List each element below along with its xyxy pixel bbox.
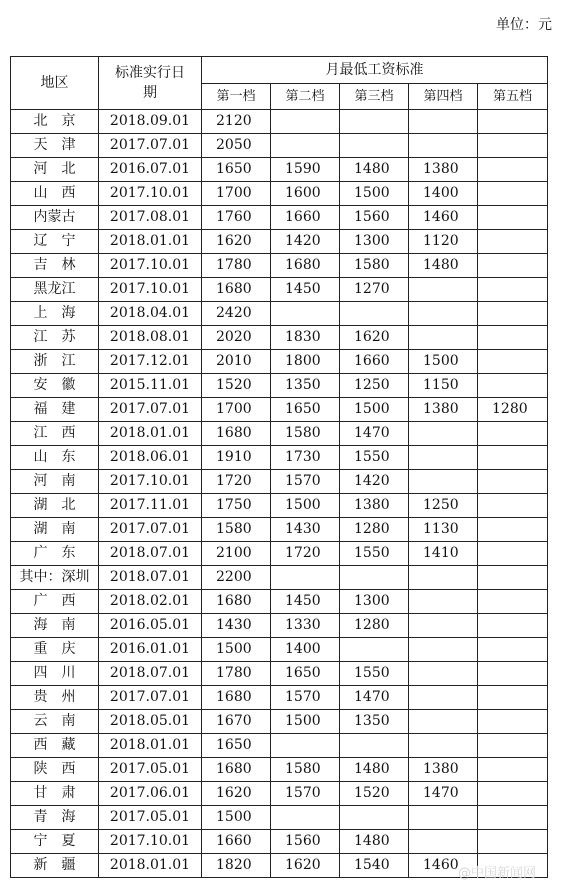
wage-cell: 1250	[409, 494, 478, 518]
wage-cell	[478, 782, 548, 806]
wage-cell	[478, 662, 548, 686]
wage-cell	[409, 830, 478, 854]
wage-cell: 1400	[271, 638, 340, 662]
date-cell: 2015.11.01	[99, 374, 202, 398]
wage-cell: 1600	[271, 182, 340, 206]
wage-cell: 1680	[202, 686, 271, 710]
table-row	[11, 710, 548, 734]
wage-cell: 1720	[271, 542, 340, 566]
wage-cell	[478, 542, 548, 566]
wage-cell: 1680	[202, 758, 271, 782]
wage-cell	[409, 110, 478, 134]
table-row	[11, 446, 548, 470]
header-tier: 第五档	[478, 84, 548, 110]
wage-cell: 1660	[271, 206, 340, 230]
wage-cell: 1680	[271, 254, 340, 278]
wage-cell	[478, 134, 548, 158]
wage-cell: 1470	[340, 422, 409, 446]
wage-cell: 1680	[202, 422, 271, 446]
wage-cell: 1280	[478, 398, 548, 422]
table-row	[11, 686, 548, 710]
table-row	[11, 638, 548, 662]
wage-cell: 1250	[340, 374, 409, 398]
wage-cell: 1410	[409, 542, 478, 566]
header-tier: 第三档	[340, 84, 409, 110]
wage-cell	[478, 566, 548, 590]
region-cell: 新 疆	[11, 854, 99, 878]
region-cell: 辽 宁	[11, 230, 99, 254]
wage-cell	[478, 830, 548, 854]
date-cell: 2016.01.01	[99, 638, 202, 662]
table-row	[11, 758, 548, 782]
wage-cell	[409, 614, 478, 638]
wage-cell	[340, 302, 409, 326]
date-cell: 2018.09.01	[99, 110, 202, 134]
wage-cell: 1650	[202, 734, 271, 758]
region-cell: 福 建	[11, 398, 99, 422]
wage-cell: 1560	[271, 830, 340, 854]
wage-cell	[409, 302, 478, 326]
wage-cell: 2100	[202, 542, 271, 566]
date-cell: 2017.06.01	[99, 782, 202, 806]
wage-cell	[478, 494, 548, 518]
wage-cell	[478, 806, 548, 830]
region-cell: 青 海	[11, 806, 99, 830]
wage-cell: 1330	[271, 614, 340, 638]
date-cell: 2018.01.01	[99, 422, 202, 446]
wage-cell: 1500	[271, 710, 340, 734]
wage-cell	[340, 134, 409, 158]
wage-cell	[478, 326, 548, 350]
table-row	[11, 326, 548, 350]
wage-cell	[478, 206, 548, 230]
wage-cell	[478, 374, 548, 398]
header-tier: 第二档	[271, 84, 340, 110]
region-cell: 吉 林	[11, 254, 99, 278]
date-cell: 2018.07.01	[99, 566, 202, 590]
date-cell: 2017.10.01	[99, 254, 202, 278]
date-cell: 2018.01.01	[99, 230, 202, 254]
table-row	[11, 494, 548, 518]
wage-cell: 1570	[271, 782, 340, 806]
wage-cell: 1350	[271, 374, 340, 398]
region-cell: 西 藏	[11, 734, 99, 758]
wage-cell	[271, 734, 340, 758]
header-date: 标准实行日期	[99, 57, 202, 110]
table-row	[11, 158, 548, 182]
wage-cell: 1420	[340, 470, 409, 494]
wage-cell	[409, 686, 478, 710]
wage-cell	[478, 350, 548, 374]
wage-cell	[409, 134, 478, 158]
wage-cell	[478, 710, 548, 734]
table-row	[11, 782, 548, 806]
wage-cell: 1430	[202, 614, 271, 638]
wage-cell: 1350	[340, 710, 409, 734]
date-cell: 2017.11.01	[99, 494, 202, 518]
wage-cell: 1500	[409, 350, 478, 374]
wage-cell: 1570	[271, 470, 340, 494]
wage-cell: 1500	[202, 806, 271, 830]
table-row	[11, 566, 548, 590]
wage-cell: 1500	[340, 398, 409, 422]
region-cell: 云 南	[11, 710, 99, 734]
wage-cell	[271, 302, 340, 326]
date-cell: 2018.08.01	[99, 326, 202, 350]
region-cell: 山 西	[11, 182, 99, 206]
wage-cell: 1800	[271, 350, 340, 374]
date-cell: 2017.12.01	[99, 350, 202, 374]
wage-cell: 1620	[202, 782, 271, 806]
wage-cell	[478, 614, 548, 638]
region-cell: 北 京	[11, 110, 99, 134]
wage-cell: 1700	[202, 182, 271, 206]
wage-cell: 1660	[202, 830, 271, 854]
region-cell: 甘 肃	[11, 782, 99, 806]
wage-cell: 1480	[340, 830, 409, 854]
table-body	[11, 110, 548, 878]
region-cell: 河 北	[11, 158, 99, 182]
wage-cell	[340, 110, 409, 134]
wage-cell: 1650	[202, 158, 271, 182]
wage-cell: 1550	[340, 542, 409, 566]
wage-cell: 1590	[271, 158, 340, 182]
wage-cell	[409, 590, 478, 614]
wage-cell: 1650	[271, 398, 340, 422]
wage-cell: 1450	[271, 278, 340, 302]
region-cell: 江 苏	[11, 326, 99, 350]
wage-cell	[409, 734, 478, 758]
date-cell: 2017.05.01	[99, 758, 202, 782]
table-row	[11, 182, 548, 206]
wage-cell: 1620	[202, 230, 271, 254]
wage-cell: 1580	[340, 254, 409, 278]
wage-cell: 1520	[340, 782, 409, 806]
wage-cell: 1460	[409, 854, 478, 878]
wage-cell: 1620	[340, 326, 409, 350]
wage-cell: 2010	[202, 350, 271, 374]
wage-cell	[340, 734, 409, 758]
wage-cell: 1300	[340, 230, 409, 254]
wage-cell: 1680	[202, 278, 271, 302]
wage-cell	[478, 230, 548, 254]
table-row	[11, 398, 548, 422]
wage-cell: 1380	[409, 158, 478, 182]
wage-cell: 1660	[340, 350, 409, 374]
wage-cell: 1520	[202, 374, 271, 398]
wage-cell	[478, 302, 548, 326]
wage-cell: 1460	[409, 206, 478, 230]
table-row	[11, 134, 548, 158]
table-row	[11, 662, 548, 686]
wage-cell: 2200	[202, 566, 271, 590]
region-cell: 黑龙江	[11, 278, 99, 302]
wage-cell	[478, 158, 548, 182]
wage-cell: 1300	[340, 590, 409, 614]
table-row	[11, 374, 548, 398]
date-cell: 2017.08.01	[99, 206, 202, 230]
date-cell: 2017.07.01	[99, 518, 202, 542]
wage-cell	[478, 422, 548, 446]
wage-cell: 1730	[271, 446, 340, 470]
wage-cell: 1150	[409, 374, 478, 398]
region-cell: 内蒙古	[11, 206, 99, 230]
wage-cell	[271, 110, 340, 134]
wage-cell: 1780	[202, 662, 271, 686]
wage-cell: 1820	[202, 854, 271, 878]
region-cell: 四 川	[11, 662, 99, 686]
wage-cell	[478, 110, 548, 134]
date-cell: 2016.05.01	[99, 614, 202, 638]
region-cell: 天 津	[11, 134, 99, 158]
wage-cell: 1380	[340, 494, 409, 518]
table-row	[11, 206, 548, 230]
region-cell: 江 西	[11, 422, 99, 446]
wage-cell: 1760	[202, 206, 271, 230]
wage-cell: 2050	[202, 134, 271, 158]
wage-cell: 1500	[271, 494, 340, 518]
wage-cell	[478, 758, 548, 782]
minimum-wage-table	[10, 56, 548, 878]
date-cell: 2017.07.01	[99, 398, 202, 422]
table-row	[11, 110, 548, 134]
header-tier: 第四档	[409, 84, 478, 110]
wage-cell: 1540	[340, 854, 409, 878]
wage-cell	[409, 422, 478, 446]
wage-cell	[409, 662, 478, 686]
wage-cell	[409, 806, 478, 830]
wage-cell: 1120	[409, 230, 478, 254]
region-cell: 陕 西	[11, 758, 99, 782]
wage-cell	[409, 710, 478, 734]
wage-cell: 1580	[271, 422, 340, 446]
wage-cell: 1650	[271, 662, 340, 686]
wage-cell: 1680	[202, 590, 271, 614]
region-cell: 湖 北	[11, 494, 99, 518]
wage-cell	[409, 446, 478, 470]
region-cell: 广 东	[11, 542, 99, 566]
wage-cell: 1550	[340, 446, 409, 470]
wage-cell: 2120	[202, 110, 271, 134]
wage-cell	[409, 638, 478, 662]
table-row	[11, 518, 548, 542]
header-region: 地区	[11, 57, 99, 110]
wage-cell: 1420	[271, 230, 340, 254]
date-cell: 2017.05.01	[99, 806, 202, 830]
wage-cell: 1500	[340, 182, 409, 206]
wage-cell: 1470	[340, 686, 409, 710]
wage-cell	[271, 134, 340, 158]
date-cell: 2018.04.01	[99, 302, 202, 326]
wage-cell: 1130	[409, 518, 478, 542]
wage-cell: 1380	[409, 398, 478, 422]
wage-cell	[478, 470, 548, 494]
wage-cell	[478, 446, 548, 470]
table-row	[11, 254, 548, 278]
wage-cell	[478, 518, 548, 542]
date-cell: 2018.07.01	[99, 542, 202, 566]
wage-cell	[409, 566, 478, 590]
wage-cell	[478, 254, 548, 278]
unit-label: 单位：元	[496, 17, 552, 33]
table-row	[11, 542, 548, 566]
wage-cell: 1280	[340, 614, 409, 638]
wage-cell: 2420	[202, 302, 271, 326]
wage-cell	[478, 590, 548, 614]
region-cell: 广 西	[11, 590, 99, 614]
wage-cell: 1400	[409, 182, 478, 206]
wage-cell: 1570	[271, 686, 340, 710]
header-row-1	[11, 57, 548, 84]
wage-cell	[478, 182, 548, 206]
date-cell: 2018.01.01	[99, 734, 202, 758]
table-row	[11, 422, 548, 446]
wage-cell: 1480	[340, 158, 409, 182]
date-cell: 2018.01.01	[99, 854, 202, 878]
date-cell: 2018.02.01	[99, 590, 202, 614]
date-cell: 2018.07.01	[99, 662, 202, 686]
wage-cell: 1720	[202, 470, 271, 494]
wage-cell: 1550	[340, 662, 409, 686]
wage-cell: 1700	[202, 398, 271, 422]
wage-cell	[409, 470, 478, 494]
wage-cell	[409, 326, 478, 350]
wage-cell: 1830	[271, 326, 340, 350]
wage-cell: 1480	[340, 758, 409, 782]
region-cell: 宁 夏	[11, 830, 99, 854]
date-cell: 2017.10.01	[99, 830, 202, 854]
wage-cell: 1750	[202, 494, 271, 518]
table-row	[11, 734, 548, 758]
wage-cell: 1580	[202, 518, 271, 542]
region-cell: 贵 州	[11, 686, 99, 710]
wage-cell	[478, 686, 548, 710]
watermark: @中国新闻网	[457, 866, 536, 881]
wage-cell: 1780	[202, 254, 271, 278]
wage-cell: 1620	[271, 854, 340, 878]
wage-cell: 1500	[202, 638, 271, 662]
table-row	[11, 614, 548, 638]
wage-cell	[271, 806, 340, 830]
table-row	[11, 470, 548, 494]
table-row	[11, 806, 548, 830]
wage-cell: 1430	[271, 518, 340, 542]
table-row	[11, 590, 548, 614]
wage-cell: 1560	[340, 206, 409, 230]
region-cell: 山 东	[11, 446, 99, 470]
region-cell: 安 徽	[11, 374, 99, 398]
region-cell: 上 海	[11, 302, 99, 326]
date-cell: 2018.05.01	[99, 710, 202, 734]
table-row	[11, 278, 548, 302]
wage-cell	[478, 734, 548, 758]
table-row	[11, 302, 548, 326]
header-tier: 第一档	[202, 84, 271, 110]
wage-cell: 1450	[271, 590, 340, 614]
date-cell: 2017.07.01	[99, 686, 202, 710]
region-cell: 重 庆	[11, 638, 99, 662]
table-row	[11, 350, 548, 374]
date-cell: 2017.07.01	[99, 134, 202, 158]
region-cell: 其中：深圳	[11, 566, 99, 590]
wage-cell: 1670	[202, 710, 271, 734]
wage-cell: 1270	[340, 278, 409, 302]
wage-cell: 1280	[340, 518, 409, 542]
wage-cell: 1480	[409, 254, 478, 278]
wage-cell	[271, 566, 340, 590]
header-wage-group: 月最低工资标准	[202, 57, 548, 84]
region-cell: 河 南	[11, 470, 99, 494]
region-cell: 浙 江	[11, 350, 99, 374]
wage-cell	[340, 566, 409, 590]
date-cell: 2017.10.01	[99, 470, 202, 494]
wage-cell: 1380	[409, 758, 478, 782]
region-cell: 湖 南	[11, 518, 99, 542]
wage-cell: 1580	[271, 758, 340, 782]
table-row	[11, 830, 548, 854]
wage-cell	[409, 278, 478, 302]
wage-cell	[478, 638, 548, 662]
region-cell: 海 南	[11, 614, 99, 638]
wage-cell: 1470	[409, 782, 478, 806]
wage-cell: 2020	[202, 326, 271, 350]
date-cell: 2018.06.01	[99, 446, 202, 470]
wage-cell	[340, 638, 409, 662]
date-cell: 2016.07.01	[99, 158, 202, 182]
table-row	[11, 230, 548, 254]
date-cell: 2017.10.01	[99, 278, 202, 302]
date-cell: 2017.10.01	[99, 182, 202, 206]
wage-cell	[478, 278, 548, 302]
wage-cell	[340, 806, 409, 830]
wage-cell: 1910	[202, 446, 271, 470]
